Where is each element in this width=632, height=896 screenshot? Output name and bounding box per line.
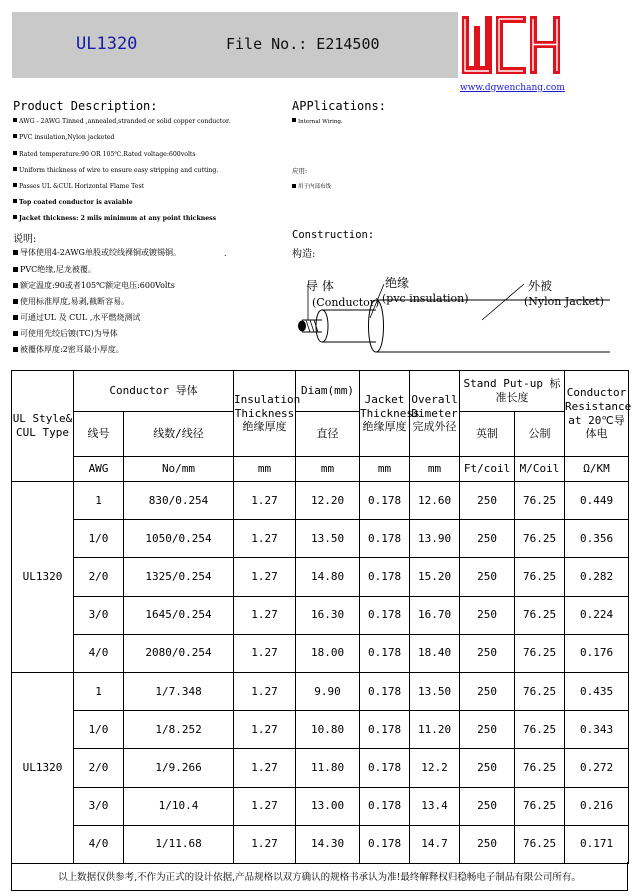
table-cell: 4/0 (74, 634, 124, 672)
table-cell: 1/8.252 (124, 711, 234, 749)
table-cell: 1.27 (234, 672, 296, 710)
header-strands: 线数/线径 (124, 412, 234, 457)
table-cell: 1.27 (234, 520, 296, 558)
table-cell: 1/0 (74, 711, 124, 749)
style-cell: UL1320 (12, 482, 74, 673)
table-cell: 14.7 (410, 825, 460, 863)
table-cell: 1050/0.254 (124, 520, 234, 558)
style-cell: UL1320 (12, 672, 74, 863)
table-cell: 76.25 (515, 634, 565, 672)
desc-line-3: Rated temperature:90 OR 105℃.Rated voltage:600volts (13, 151, 196, 158)
table-cell: 76.25 (515, 787, 565, 825)
table-row (12, 787, 629, 825)
table-cell: 0.171 (565, 825, 629, 863)
table-cell: 76.25 (515, 749, 565, 787)
jacket-label-cn: 外被 (528, 279, 553, 293)
conductor-label-en: (Conductor) (312, 296, 380, 309)
header-gauge: 线号 (74, 412, 124, 457)
table-cell: 1.27 (234, 787, 296, 825)
desc-line-2: PVC insulation,Nylon jacketed (13, 134, 114, 141)
desc-line-5: Passes UL &CUL Horizontal Flame Test (13, 183, 144, 190)
table-cell: 1/11.68 (124, 825, 234, 863)
table-cell: 250 (460, 787, 515, 825)
unit-cell: No/mm (124, 457, 234, 482)
cn-desc-line-7: 被覆体厚度:2密耳最小厚度。 (13, 344, 124, 355)
table-cell: 250 (460, 520, 515, 558)
table-cell: 76.25 (515, 558, 565, 596)
cn-desc-title: 说明: (13, 234, 37, 245)
table-cell: 3/0 (74, 596, 124, 634)
table-row (12, 482, 629, 520)
wch-logo (460, 14, 562, 78)
applications-title: APPlications: (292, 99, 386, 113)
table-cell: 0.178 (360, 825, 410, 863)
table-cell: 14.30 (296, 825, 360, 863)
table-cell: 250 (460, 749, 515, 787)
cn-desc-line-4: 使用标准厚度,易剥,截断容易。 (13, 296, 129, 307)
table-cell: 0.176 (565, 634, 629, 672)
table-cell: 12.20 (296, 482, 360, 520)
table-cell: 0.178 (360, 634, 410, 672)
header-diam-cn: 直径 (296, 412, 360, 457)
table-cell: 1.27 (234, 711, 296, 749)
desc-line-4: Uniform thickness of wire to ensure easy stripping and cutting. (13, 167, 218, 174)
table-cell: 1.27 (234, 558, 296, 596)
table-cell: 13.50 (296, 520, 360, 558)
footer-disclaimer: 以上数据仅供参考,不作为正式的设计依据,产品规格以双方确认的规格书承认为准!最终解释权归稳畅电子制品有限公司所有。 (11, 862, 628, 891)
table-cell: 0.224 (565, 596, 629, 634)
table-row (12, 558, 629, 596)
table-cell: 0.356 (565, 520, 629, 558)
table-cell: 0.178 (360, 520, 410, 558)
table-cell: 14.80 (296, 558, 360, 596)
table-row (12, 825, 629, 863)
table-cell: 250 (460, 672, 515, 710)
cable-construction-diagram (292, 270, 612, 360)
header-insulation: Insulation Thickness 绝缘厚度 (234, 371, 296, 457)
table-cell: 2/0 (74, 558, 124, 596)
table-row (12, 711, 629, 749)
table-cell: 0.216 (565, 787, 629, 825)
table-cell: 1325/0.254 (124, 558, 234, 596)
table-cell: 12.60 (410, 482, 460, 520)
table-cell: 76.25 (515, 825, 565, 863)
table-cell: 0.178 (360, 596, 410, 634)
jacket-label-en: (Nylon Jacket) (524, 295, 604, 308)
cn-desc-line-2: PVC绝缘,尼龙被覆。 (13, 264, 96, 275)
table-row (12, 749, 629, 787)
table-row (12, 596, 629, 634)
construction-title: Construction: (292, 229, 375, 241)
unit-cell: mm (410, 457, 460, 482)
cn-desc-line-5: 可通过UL 及 CUL ,水平燃烧测试 (13, 312, 140, 323)
table-cell: 1/10.4 (124, 787, 234, 825)
header-diam: Diam(mm) (296, 371, 360, 412)
table-cell: 18.00 (296, 634, 360, 672)
table-cell: 4/0 (74, 825, 124, 863)
table-cell: 1/7.348 (124, 672, 234, 710)
header-overall: Overall Dimeter 完成外径 (410, 371, 460, 457)
unit-cell: mm (360, 457, 410, 482)
table-cell: 13.90 (410, 520, 460, 558)
table-cell: 13.4 (410, 787, 460, 825)
construction-cn-title: 构造: (292, 249, 316, 260)
table-cell: 0.178 (360, 711, 410, 749)
table-cell: 76.25 (515, 711, 565, 749)
table-cell: 16.70 (410, 596, 460, 634)
unit-cell: mm (234, 457, 296, 482)
stray-dot: . (224, 249, 227, 258)
table-cell: 0.178 (360, 558, 410, 596)
table-cell: 0.178 (360, 787, 410, 825)
desc-line-1: AWG - 2AWG Tinned ,annealed,stranded or solid copper conductor. (13, 118, 230, 125)
spec-table (11, 370, 632, 864)
table-cell: 0.178 (360, 672, 410, 710)
table-cell: 2080/0.254 (124, 634, 234, 672)
table-cell: 2/0 (74, 749, 124, 787)
table-cell: 76.25 (515, 672, 565, 710)
header-putup-ft: 英制 (460, 412, 515, 457)
table-cell: 1 (74, 482, 124, 520)
table-cell: 13.00 (296, 787, 360, 825)
table-row (12, 672, 629, 710)
unit-cell: mm (296, 457, 360, 482)
table-cell: 0.282 (565, 558, 629, 596)
product-description-title: Product Description: (13, 99, 158, 113)
table-cell: 11.80 (296, 749, 360, 787)
table-cell: 1.27 (234, 749, 296, 787)
conductor-label-cn: 导 体 (306, 279, 334, 293)
table-cell: 1.27 (234, 482, 296, 520)
unit-cell: M/Coil (515, 457, 565, 482)
table-cell: 0.343 (565, 711, 629, 749)
table-cell: 0.435 (565, 672, 629, 710)
table-cell: 16.30 (296, 596, 360, 634)
cn-desc-line-6: 可使用先绞后镀(TC)为导体 (13, 328, 118, 339)
table-cell: 250 (460, 711, 515, 749)
table-cell: 9.90 (296, 672, 360, 710)
table-cell: 0.272 (565, 749, 629, 787)
header-putup: Stand Put-up 标准长度 (460, 371, 565, 412)
applications-cn-title: 应用: (292, 167, 308, 175)
table-row (12, 634, 629, 672)
table-cell: 76.25 (515, 482, 565, 520)
table-cell: 250 (460, 825, 515, 863)
desc-line-7: Jacket thickness: 2 mils minimum at any point thickness (13, 215, 216, 222)
table-cell: 0.178 (360, 749, 410, 787)
table-cell: 1.27 (234, 596, 296, 634)
table-cell: 15.20 (410, 558, 460, 596)
file-number: File No.: E214500 (226, 35, 380, 53)
header-jacket: Jacket Thickness 绝缘厚度 (360, 371, 410, 457)
insulation-label-en: (pvc insulation) (382, 292, 469, 305)
applications-line: Internal Wiring. (292, 118, 343, 125)
table-cell: 76.25 (515, 520, 565, 558)
unit-cell: Ω/KM (565, 457, 629, 482)
table-cell: 0.449 (565, 482, 629, 520)
table-cell: 0.178 (360, 482, 410, 520)
header-putup-m: 公制 (515, 412, 565, 457)
desc-line-6: Top coated conductor is avaiable (13, 199, 133, 206)
table-cell: 76.25 (515, 596, 565, 634)
table-cell: 250 (460, 634, 515, 672)
table-cell: 13.50 (410, 672, 460, 710)
model-number: UL1320 (76, 34, 138, 54)
unit-cell: Ft/coil (460, 457, 515, 482)
website-link[interactable]: www.dgwenchang.com (460, 83, 565, 93)
table-cell: 18.40 (410, 634, 460, 672)
table-cell: 1/0 (74, 520, 124, 558)
cn-desc-line-1: 导体使用4-2AWG单股或绞线裸铜或镀锡铜。 (13, 247, 181, 258)
header-resistance: Conductor Resistance at 20℃导体电 (565, 371, 629, 457)
table-cell: 1/9.266 (124, 749, 234, 787)
cn-desc-line-3: 额定温度:90或者105℃额定电压:600Volts (13, 280, 175, 291)
table-cell: 11.20 (410, 711, 460, 749)
table-cell: 10.80 (296, 711, 360, 749)
table-cell: 250 (460, 596, 515, 634)
unit-cell: AWG (74, 457, 124, 482)
table-cell: 12.2 (410, 749, 460, 787)
header-style: UL Style& CUL Type (12, 371, 74, 482)
table-cell: 830/0.254 (124, 482, 234, 520)
table-cell: 1645/0.254 (124, 596, 234, 634)
applications-cn-line: 用于内部布线 (292, 182, 331, 190)
table-cell: 3/0 (74, 787, 124, 825)
insulation-label-cn: 绝缘 (385, 276, 410, 290)
table-cell: 250 (460, 558, 515, 596)
header-conductor: Conductor 导体 (74, 371, 234, 412)
table-cell: 250 (460, 482, 515, 520)
table-cell: 1 (74, 672, 124, 710)
table-cell: 1.27 (234, 634, 296, 672)
table-cell: 1.27 (234, 825, 296, 863)
table-row (12, 520, 629, 558)
